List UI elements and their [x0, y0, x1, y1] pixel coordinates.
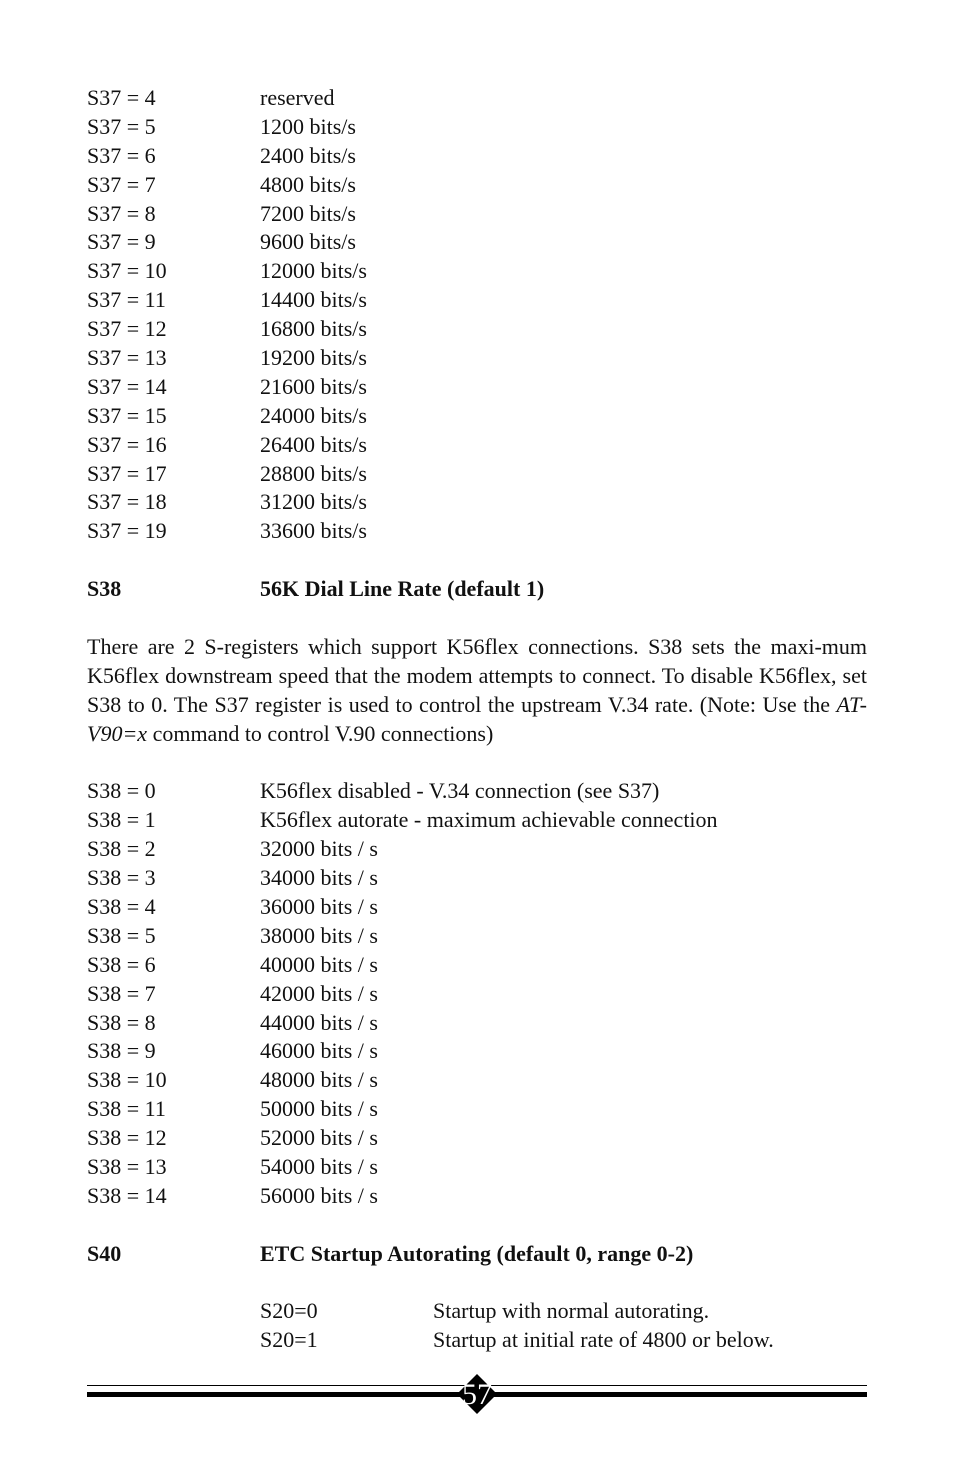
- s37-row-desc: 33600 bits/s: [260, 518, 367, 544]
- s38-row-desc: 34000 bits / s: [260, 865, 378, 891]
- s38-row-reg: S38 = 9: [87, 1038, 156, 1064]
- s38-register-label: S38: [87, 576, 122, 602]
- paragraph-text-end: command to control V.90 connections): [147, 720, 494, 746]
- s37-row: [87, 286, 867, 315]
- s38-row-desc: 36000 bits / s: [260, 894, 378, 919]
- s40-register-label: S40: [87, 1240, 122, 1266]
- s38-row-reg: S38 = 2: [87, 836, 156, 862]
- s37-row-reg: S37 = 14: [87, 373, 167, 399]
- s37-row: [87, 315, 867, 344]
- s38-row: [87, 1066, 867, 1095]
- s37-row: [87, 488, 867, 517]
- s38-row-desc: 52000 bits / s: [260, 1125, 378, 1151]
- s37-row-reg: S37 = 10: [87, 258, 167, 284]
- s38-row-reg: S38 = 3: [87, 865, 156, 891]
- s37-row: [87, 344, 867, 373]
- s37-row-reg: S37 = 18: [87, 489, 167, 515]
- s38-row-reg: S38 = 13: [87, 1154, 167, 1180]
- s40-row-setting: S20=1: [260, 1327, 318, 1353]
- s37-value-table: [87, 84, 867, 546]
- s38-row: [87, 980, 867, 1009]
- s38-row: [87, 1124, 867, 1153]
- s38-title: 56K Dial Line Rate (default 1): [260, 576, 545, 602]
- s38-row-reg: S38 = 1: [87, 807, 156, 833]
- s37-row-desc: 7200 bits/s: [260, 200, 356, 226]
- s38-row-desc: 40000 bits / s: [260, 951, 378, 977]
- s38-row-reg: S38 = 6: [87, 951, 156, 977]
- s38-row: [87, 893, 867, 922]
- s37-row-desc: 26400 bits/s: [260, 431, 367, 457]
- s40-row-desc: Startup at initial rate of 4800 or below.: [433, 1327, 774, 1353]
- s37-row-desc: 16800 bits/s: [260, 316, 367, 342]
- s37-row: [87, 460, 867, 489]
- s37-row: [87, 228, 867, 257]
- s37-row-desc: 2400 bits/s: [260, 142, 356, 168]
- s37-row: [87, 431, 867, 460]
- s38-row: [87, 1153, 867, 1182]
- s38-row: [87, 922, 867, 951]
- manual-page-content: [87, 84, 867, 1355]
- s37-row-reg: S37 = 8: [87, 200, 156, 226]
- s38-row: [87, 1182, 867, 1211]
- page-number: 57: [462, 1378, 492, 1411]
- spacer: [87, 1211, 867, 1240]
- s37-row-desc: 1200 bits/s: [260, 113, 356, 139]
- s37-row-reg: S37 = 16: [87, 431, 167, 457]
- s38-row-reg: S38 = 7: [87, 980, 156, 1006]
- s37-row: [87, 373, 867, 402]
- s40-row: [87, 1297, 867, 1326]
- s40-heading: [87, 1240, 867, 1269]
- s37-row-reg: S37 = 12: [87, 316, 167, 342]
- s38-row-desc: 32000 bits / s: [260, 836, 378, 862]
- s38-row-reg: S38 = 8: [87, 1009, 156, 1035]
- s37-row-reg: S37 = 15: [87, 402, 167, 428]
- paragraph-command-italic: AT-V90=x: [87, 691, 867, 746]
- s38-description-paragraph: [87, 633, 867, 749]
- s38-row-desc: 44000 bits / s: [260, 1009, 378, 1035]
- s38-row-desc: 42000 bits / s: [260, 980, 378, 1006]
- s38-row-desc: 48000 bits / s: [260, 1067, 378, 1093]
- s37-row-reg: S37 = 19: [87, 518, 167, 544]
- s38-row-desc: K56flex autorate - maximum achievable connection: [260, 807, 718, 833]
- s38-row: [87, 835, 867, 864]
- s37-row: [87, 257, 867, 286]
- s38-row-reg: S38 = 0: [87, 778, 156, 804]
- s38-row: [87, 951, 867, 980]
- s37-row: [87, 142, 867, 171]
- s37-row-desc: 21600 bits/s: [260, 373, 367, 399]
- s38-row-desc: 56000 bits / s: [260, 1182, 378, 1208]
- s38-row-reg: S38 = 11: [87, 1096, 166, 1122]
- s37-row-reg: S37 = 5: [87, 113, 156, 139]
- s38-row: [87, 777, 867, 806]
- s40-row: [87, 1326, 867, 1355]
- s37-row-desc: 28800 bits/s: [260, 460, 367, 486]
- s38-row-desc: K56flex disabled - V.34 connection (see S37): [260, 778, 660, 804]
- spacer: [87, 1269, 867, 1298]
- s38-value-table: [87, 777, 867, 1210]
- s37-row-desc: 31200 bits/s: [260, 489, 367, 515]
- s38-row-reg: S38 = 14: [87, 1182, 167, 1208]
- s37-row: [87, 517, 867, 546]
- s37-row-desc: reserved: [260, 85, 335, 110]
- s38-row: [87, 1037, 867, 1066]
- s37-row-reg: S37 = 11: [87, 287, 166, 313]
- spacer: [87, 604, 867, 633]
- s38-row-desc: 50000 bits / s: [260, 1096, 378, 1122]
- s38-row-desc: 54000 bits / s: [260, 1154, 378, 1180]
- s40-value-table: [87, 1297, 867, 1355]
- s37-row-desc: 12000 bits/s: [260, 258, 367, 284]
- s37-row-reg: S37 = 17: [87, 460, 167, 486]
- s38-row-reg: S38 = 12: [87, 1125, 167, 1151]
- s37-row-reg: S37 = 6: [87, 142, 156, 168]
- s37-row-reg: S37 = 9: [87, 229, 156, 255]
- s38-row-reg: S38 = 10: [87, 1067, 167, 1093]
- s40-title: ETC Startup Autorating (default 0, range 0-2): [260, 1240, 694, 1266]
- s37-row-reg: S37 = 4: [87, 85, 156, 110]
- s37-row-desc: 4800 bits/s: [260, 171, 356, 197]
- s37-row: [87, 171, 867, 200]
- s38-row-desc: 46000 bits / s: [260, 1038, 378, 1064]
- s37-row: [87, 402, 867, 431]
- s37-row-desc: 24000 bits/s: [260, 402, 367, 428]
- spacer: [87, 749, 867, 778]
- s38-heading: [87, 575, 867, 604]
- s38-row: [87, 1009, 867, 1038]
- s37-row: [87, 84, 867, 113]
- s40-row-desc: Startup with normal autorating.: [433, 1298, 710, 1324]
- s37-row-desc: 14400 bits/s: [260, 287, 367, 313]
- s40-row-setting: S20=0: [260, 1298, 318, 1324]
- s38-row: [87, 806, 867, 835]
- s37-row-desc: 19200 bits/s: [260, 345, 367, 371]
- s38-row-desc: 38000 bits / s: [260, 922, 378, 948]
- paragraph-text-start: There are 2 S-registers which support K56flex connections. S38 sets the maxi-mum K56flex downstream speed that the modem attempts to connect. To disable K56flex, set S38 to 0. The S37 register is used to control the upstream V.34 rate. (Note: Use the: [87, 633, 867, 717]
- s38-row-reg: S38 = 4: [87, 894, 156, 919]
- s37-row-reg: S37 = 7: [87, 171, 156, 197]
- s38-row-reg: S38 = 5: [87, 922, 156, 948]
- s37-row-desc: 9600 bits/s: [260, 229, 356, 255]
- s37-row: [87, 113, 867, 142]
- s37-row: [87, 200, 867, 229]
- spacer: [87, 546, 867, 575]
- s38-row: [87, 864, 867, 893]
- s37-row-reg: S37 = 13: [87, 345, 167, 371]
- page-footer: [87, 1380, 867, 1420]
- s38-row: [87, 1095, 867, 1124]
